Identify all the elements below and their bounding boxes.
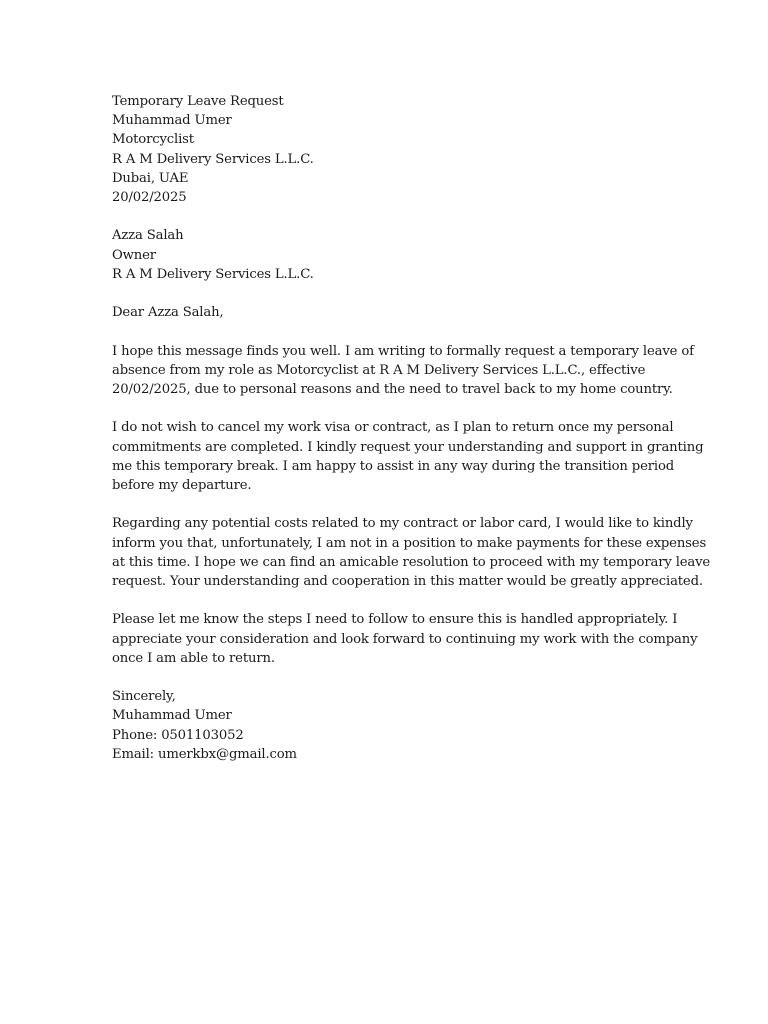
closing-email: Email: umerkbx@gmail.com: [112, 746, 297, 762]
letter-subject: Temporary Leave Request: [112, 94, 284, 109]
sender-name: Muhammad Umer: [112, 113, 232, 129]
paragraph-line: once I am able to return.: [112, 650, 275, 666]
paragraph-line: at this time. I hope we can find an amicable resolution to proceed with my temporary leave: [112, 554, 711, 570]
paragraph-line: I do not wish to cancel my work visa or contract, as I plan to return once my personal: [112, 420, 674, 436]
paragraph-line: request. Your understanding and cooperation in this matter would be greatly appreciated.: [112, 574, 703, 589]
paragraph-line: absence from my role as Motorcyclist at R A M Delivery Services L.L.C., effective: [112, 362, 646, 378]
closing-block: [112, 687, 652, 764]
paragraph-line: 20/02/2025, due to personal reasons and the need to travel back to my home country.: [112, 382, 673, 397]
paragraph-1: [112, 342, 694, 400]
spacer: [112, 284, 652, 303]
sender-location: Dubai, UAE: [112, 170, 189, 186]
recipient-name: Azza Salah: [112, 228, 184, 244]
spacer: [112, 495, 652, 514]
paragraph-line: I hope this message finds you well. I am writing to formally request a temporary leave of: [112, 343, 694, 359]
paragraph-line: Regarding any potential costs related to my contract or labor card, I would like to kindly: [112, 516, 693, 532]
letter-body: [112, 92, 711, 764]
paragraph-line: me this temporary break. I am happy to assist in any way during the transition period: [112, 458, 675, 474]
recipient-title: Owner: [112, 247, 156, 263]
spacer: [112, 591, 652, 610]
recipient-block: [112, 226, 652, 284]
paragraph-line: Please let me know the steps I need to follow to ensure this is handled appropriately. I: [112, 612, 678, 628]
closing-name: Muhammad Umer: [112, 708, 232, 724]
letter-date: 20/02/2025: [112, 190, 187, 206]
paragraph-line: appreciate your consideration and look forward to continuing my work with the company: [112, 631, 698, 647]
recipient-company: R A M Delivery Services L.L.C.: [112, 266, 314, 282]
closing-signoff: Sincerely,: [112, 689, 176, 705]
paragraph-2: [112, 418, 704, 495]
salutation: Dear Azza Salah,: [112, 305, 224, 321]
sender-role: Motorcyclist: [112, 132, 194, 148]
spacer: [112, 207, 652, 226]
paragraph-line: before my departure.: [112, 478, 252, 493]
sender-company: R A M Delivery Services L.L.C.: [112, 151, 314, 167]
spacer: [112, 668, 652, 687]
paragraph-line: inform you that, unfortunately, I am not in a position to make payments for these expenses: [112, 535, 707, 551]
spacer: [112, 322, 652, 341]
spacer: [112, 399, 652, 418]
paragraph-3: [112, 514, 711, 591]
closing-phone: Phone: 0501103052: [112, 727, 244, 743]
sender-block: [112, 92, 652, 207]
paragraph-line: commitments are completed. I kindly request your understanding and support in granting: [112, 439, 704, 455]
paragraph-4: [112, 610, 698, 668]
